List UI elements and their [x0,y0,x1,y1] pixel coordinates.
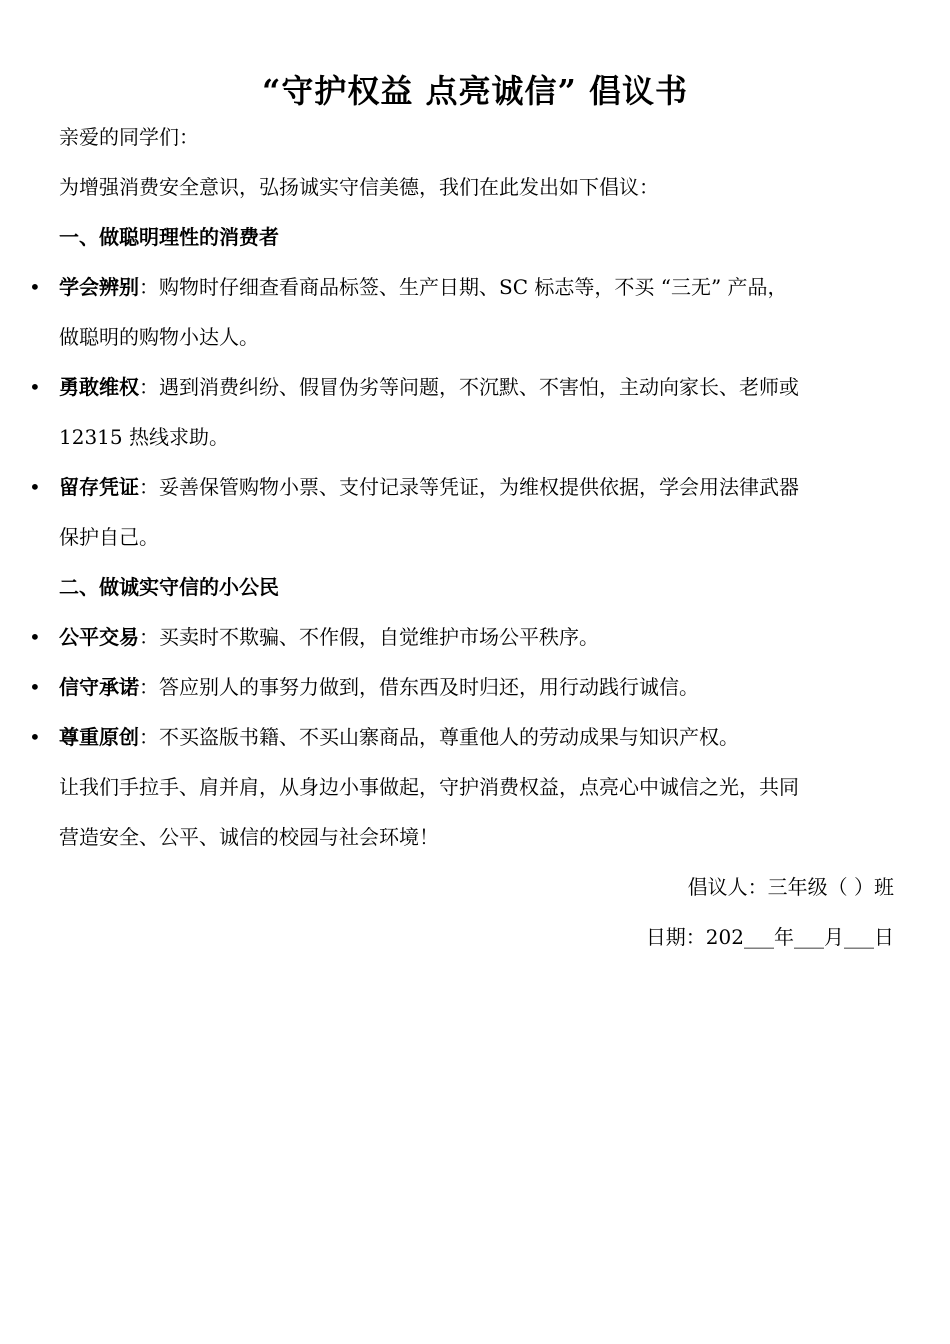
section-2-heading: 二、做诚实守信的小公民 [59,575,279,599]
list-item-brave-rights [29,362,894,462]
list-item-continuation: 做聪明的购物小达人。 [59,325,259,349]
list-item-text: ：妥善保管购物小票、支付记录等凭证，为维权提供依据，学会用法律武器 [139,475,799,499]
list-item-continuation: 保护自己。 [59,525,159,549]
list-item-keep-receipts [29,462,894,562]
list-item-respect-originality [29,712,894,762]
intro-paragraph: 为增强消费安全意识，弘扬诚实守信美德，我们在此发出如下倡议： [59,175,659,199]
list-item-label: 勇敢维权 [59,375,139,399]
bullet-icon: • [29,275,41,299]
list-item-text: ：购物时仔细查看商品标签、生产日期、SC 标志等，不买 “三无” 产品， [139,275,788,299]
list-item-label: 公平交易 [59,625,139,649]
bullet-icon: • [29,475,41,499]
list-item-label: 留存凭证 [59,475,139,499]
closing-paragraph-line-1: 让我们手拉手、肩并肩，从身边小事做起，守护消费权益，点亮心中诚信之光，共同 [59,775,799,799]
list-item-text: ：答应别人的事努力做到，借东西及时归还，用行动践行诚信。 [139,675,699,699]
date-line: 日期：202___年___月___日 [645,925,894,949]
bullet-icon: • [29,675,41,699]
list-item-label: 学会辨别 [59,275,139,299]
bullet-icon: • [29,625,41,649]
list-item-text: ：买卖时不欺骗、不作假，自觉维护市场公平秩序。 [139,625,599,649]
document-body [29,112,894,962]
list-item-continuation: 12315 热线求助。 [59,425,229,449]
bullet-icon: • [29,725,41,749]
list-item-label: 尊重原创 [59,725,139,749]
list-item-label: 信守承诺 [59,675,139,699]
section-1-heading: 一、做聪明理性的消费者 [59,225,279,249]
signature-line: 倡议人：三年级（ ）班 [687,875,894,899]
list-item-text: ：不买盗版书籍、不买山寨商品，尊重他人的劳动成果与知识产权。 [139,725,739,749]
list-item-text: ：遇到消费纠纷、假冒伪劣等问题，不沉默、不害怕，主动向家长、老师或 [139,375,799,399]
document-title: “守护权益 点亮诚信” 倡议书 [261,72,689,110]
closing-paragraph-line-2: 营造安全、公平、诚信的校园与社会环境！ [59,825,439,849]
bullet-icon: • [29,375,41,399]
list-item-fair-trade [29,612,894,662]
greeting: 亲爱的同学们： [59,125,199,149]
list-item-learn-to-identify [29,262,894,362]
list-item-keep-promises [29,662,894,712]
